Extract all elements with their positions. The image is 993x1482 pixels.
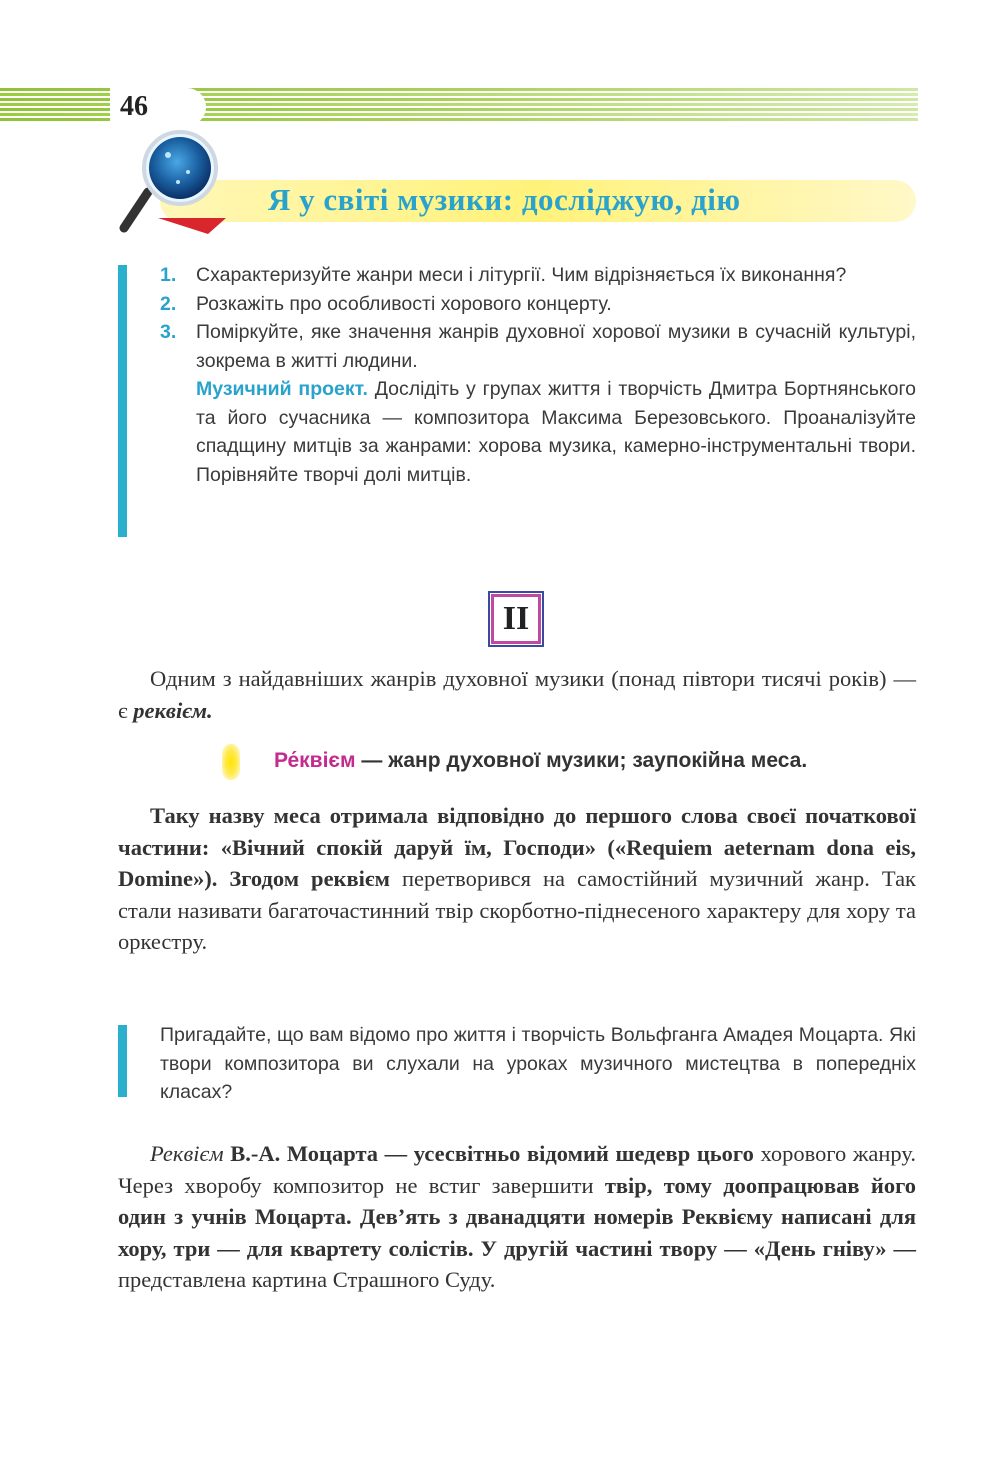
reminder-bar	[118, 1025, 127, 1097]
definition-marker	[222, 744, 240, 780]
question-number: 1.	[160, 264, 177, 286]
intro-text: Одним з найдавніших жанрів духовної музики (понад півтори тисячі років) — є	[118, 666, 916, 723]
list-item	[160, 318, 916, 375]
definition-text: — жанр духовної музики; заупокійна меса.	[355, 749, 808, 772]
list-item	[160, 261, 916, 290]
section-title: Я у світі музики: досліджую, дію	[268, 182, 741, 217]
question-text: Схарактеризуйте жанри меси і літургії. Чим відрізняється їх виконання?	[196, 264, 847, 286]
paragraph-bold-text: В.-А. Моцарта — усесвітньо відомий шедевр цього	[223, 1141, 754, 1166]
project-label: Музичний проект.	[196, 378, 368, 400]
project-text: Дослідіть у групах життя і творчість Дмитра Бортнянського та його сучасника — композитора Максима Березовського. Проаналізуйте спадщину митців за жанрами: хорова музика, камерно-інструментальні твори. Порівняйте творчі долі митців.	[196, 378, 916, 486]
question-text: Розкажіть про особливості хорового концерту.	[196, 292, 612, 315]
paragraph-text: перетворився на самостійний музичний жанр. Так стали називати багаточастинний твір скорботно-піднесеного характеру для хору та оркестру.	[118, 866, 916, 954]
reminder-text: Пригадайте, що вам відомо про життя і творчість Вольфганга Амадея Моцарта. Які твори композитора ви слухали на уроках музичного мистецтва в попередніх класах?	[160, 1024, 916, 1103]
intro-term: реквієм.	[133, 697, 213, 723]
question-list	[160, 261, 916, 489]
paragraph-mozart	[118, 1138, 916, 1296]
question-text: Поміркуйте, яке значення жанрів духовної хорової музики в сучасній культурі, зокрема в житті людини.	[196, 321, 916, 372]
paragraph-text: представлена картина Страшного Суду.	[118, 1267, 496, 1292]
list-item	[160, 290, 916, 319]
definition-term: Ре́квієм	[274, 749, 356, 772]
paragraph-requiem-name	[118, 800, 916, 958]
question-block-bar	[118, 265, 127, 537]
definition	[274, 749, 807, 773]
section-number-badge: II	[491, 594, 541, 644]
paragraph-bold-text: твір, тому доопрацював його один з учнів Моцарта. Дев’ять з дванадцяти номерів Реквієму написані для хору, три — для квартету солістів. У другій частині твору — «День гніву» —	[118, 1172, 916, 1261]
paragraph-bold-text: Таку назву меса отримала відповідно до першого слова своєї початкової частини: «Вічний спокій даруй їм, Господи» («Requiem aeternam dona eis, Domine»). Згодом реквієм	[118, 803, 916, 891]
question-number: 2.	[160, 292, 177, 315]
question-number: 3.	[160, 321, 177, 343]
magnifier-icon	[118, 130, 228, 235]
intro-paragraph	[118, 663, 916, 726]
paragraph-text: хорового жанру. Через хворобу композитор не встиг завершити	[118, 1141, 916, 1198]
paragraph-italic-term: Реквієм	[150, 1141, 224, 1166]
music-project	[196, 375, 916, 489]
page-number: 46	[110, 88, 206, 126]
